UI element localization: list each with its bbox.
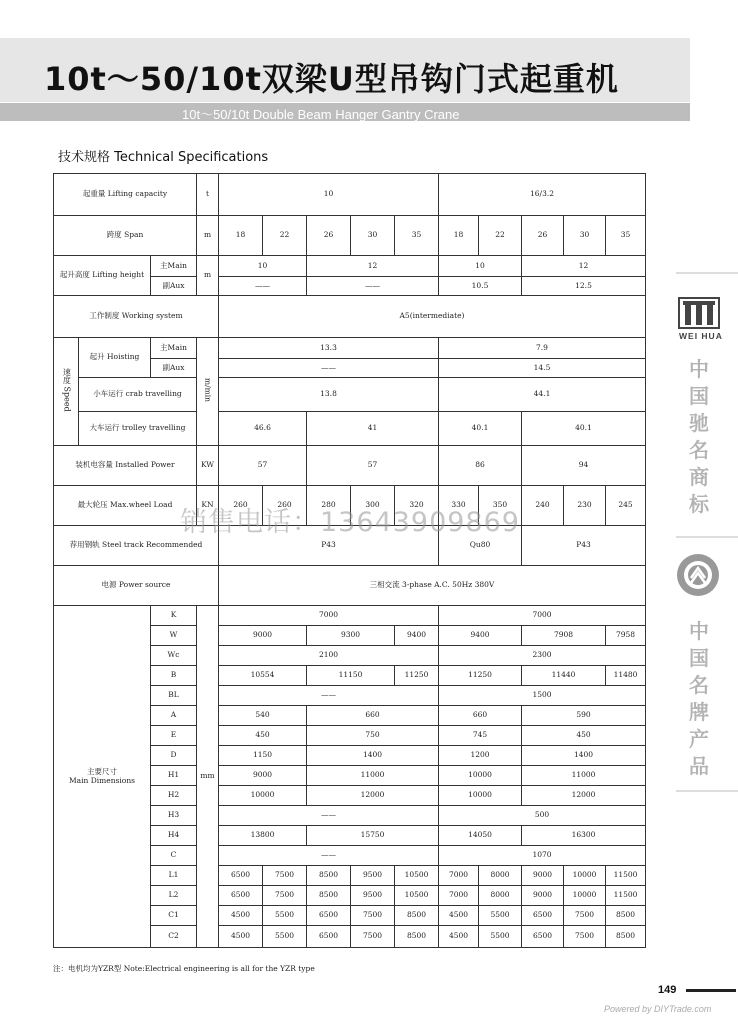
- dim-key: L1: [151, 866, 197, 886]
- logo-text: WEI HUA: [679, 331, 723, 341]
- value-cell: 10000: [564, 866, 606, 886]
- value-cell: ——: [219, 277, 307, 296]
- footnote: 注：电机均为YZR型 Note:Electrical engineering is all for the YZR type: [53, 964, 315, 973]
- value-cell: 9300: [307, 626, 395, 646]
- value-cell: 7500: [351, 926, 395, 948]
- value-cell: 10554: [219, 666, 307, 686]
- sub-label: 大车运行 trolley travelling: [79, 412, 197, 446]
- dim-key: H3: [151, 806, 197, 826]
- value-cell: 8500: [307, 886, 351, 906]
- dim-key: C: [151, 846, 197, 866]
- value-cell: 7500: [263, 886, 307, 906]
- value-cell: 9000: [219, 766, 307, 786]
- sub-label: 主Main: [151, 256, 197, 277]
- value-cell: 1400: [522, 746, 646, 766]
- value-cell: 10000: [439, 766, 522, 786]
- value-cell: 4500: [439, 906, 479, 926]
- row-power-source: [54, 566, 646, 606]
- value-cell: 330: [439, 486, 479, 526]
- value-cell: 9000: [219, 626, 307, 646]
- value-cell: 4500: [219, 926, 263, 948]
- value-cell: 240: [522, 486, 564, 526]
- dim-key: E: [151, 726, 197, 746]
- page-title: 10t～50/10t双梁U型吊钩门式起重机: [44, 60, 619, 98]
- value-cell: A5(intermediate): [219, 296, 646, 338]
- value-cell: 2100: [219, 646, 439, 666]
- value-cell: 8000: [479, 866, 522, 886]
- value-cell: 9400: [439, 626, 522, 646]
- unit-cell: m: [197, 216, 219, 256]
- value-cell: 22: [263, 216, 307, 256]
- row-label: 电源 Power source: [54, 566, 219, 606]
- value-cell: P43: [219, 526, 439, 566]
- sidebar-divider: [676, 272, 738, 274]
- value-cell: P43: [522, 526, 646, 566]
- value-cell: 10500: [395, 866, 439, 886]
- page-number: 149: [658, 984, 677, 996]
- value-cell: 4500: [439, 926, 479, 948]
- phone-watermark: 销售电话：13643909869: [180, 507, 520, 538]
- powered-by: Powered by DIYTrade.com: [604, 1004, 712, 1014]
- value-cell: 230: [564, 486, 606, 526]
- value-cell: 450: [219, 726, 307, 746]
- value-cell: 10000: [219, 786, 307, 806]
- page-subtitle: 10t～50/10t Double Beam Hanger Gantry Crane: [182, 107, 460, 122]
- value-cell: 5500: [479, 906, 522, 926]
- value-cell: 8500: [606, 926, 646, 948]
- value-cell: 5500: [263, 926, 307, 948]
- value-cell: 44.1: [439, 378, 646, 412]
- value-cell: 18: [219, 216, 263, 256]
- value-cell: 86: [439, 446, 522, 486]
- value-cell: 7000: [439, 886, 479, 906]
- value-cell: ——: [219, 686, 439, 706]
- row-speed-trolley: [54, 412, 646, 446]
- dim-key: C1: [151, 906, 197, 926]
- value-cell: 9500: [351, 866, 395, 886]
- dim-key: H4: [151, 826, 197, 846]
- value-cell: 320: [395, 486, 439, 526]
- value-cell: 7000: [439, 866, 479, 886]
- value-cell: 350: [479, 486, 522, 526]
- weihua-logo-icon: [678, 297, 720, 329]
- value-cell: 13800: [219, 826, 307, 846]
- dim-key: K: [151, 606, 197, 626]
- value-cell: 1500: [439, 686, 646, 706]
- value-cell: 16300: [522, 826, 646, 846]
- sub-label: 起升 Hoisting: [79, 338, 151, 378]
- value-cell: 7500: [564, 926, 606, 948]
- value-cell: 7500: [564, 906, 606, 926]
- value-cell: 450: [522, 726, 646, 746]
- value-cell: 540: [219, 706, 307, 726]
- value-cell: 12: [522, 256, 646, 277]
- value-cell: 8500: [307, 866, 351, 886]
- value-cell: 590: [522, 706, 646, 726]
- row-dim-k: [54, 606, 646, 626]
- value-cell: 745: [439, 726, 522, 746]
- value-cell: 40.1: [522, 412, 646, 446]
- value-cell: 13.3: [219, 338, 439, 359]
- value-cell: 6500: [307, 926, 351, 948]
- row-label: 起重量 Lifting capacity: [54, 174, 197, 216]
- value-cell: 1200: [439, 746, 522, 766]
- value-cell: 12000: [307, 786, 439, 806]
- value-cell: 8500: [395, 926, 439, 948]
- dimensions-label: [54, 606, 151, 948]
- speed-unit-text: m/min: [203, 378, 213, 403]
- value-cell: 10: [439, 256, 522, 277]
- value-cell: 8500: [606, 906, 646, 926]
- value-cell: 40.1: [439, 412, 522, 446]
- value-cell: 22: [479, 216, 522, 256]
- value-cell: 30: [564, 216, 606, 256]
- value-cell: 11000: [522, 766, 646, 786]
- value-cell: 4500: [219, 906, 263, 926]
- row-label: 跨度 Span: [54, 216, 197, 256]
- value-cell: 7000: [439, 606, 646, 626]
- row-label: 荐用钢轨 Steel track Recommended: [54, 526, 219, 566]
- value-cell: 26: [307, 216, 351, 256]
- value-cell: 7500: [351, 906, 395, 926]
- value-cell: 1070: [439, 846, 646, 866]
- value-cell: 6500: [307, 906, 351, 926]
- row-lifting-capacity: [54, 174, 646, 216]
- value-cell: 11250: [439, 666, 522, 686]
- dimensions-label-en: Main Dimensions: [69, 775, 135, 785]
- value-cell: 12000: [522, 786, 646, 806]
- value-cell: 7958: [606, 626, 646, 646]
- value-cell: ——: [219, 846, 439, 866]
- value-cell: 12.5: [522, 277, 646, 296]
- value-cell: 10000: [564, 886, 606, 906]
- sub-label: 副Aux: [151, 277, 197, 296]
- unit-cell: m: [197, 256, 219, 296]
- value-cell: 7500: [263, 866, 307, 886]
- dim-key: H2: [151, 786, 197, 806]
- value-cell: 260: [263, 486, 307, 526]
- value-cell: 26: [522, 216, 564, 256]
- unit-cell: t: [197, 174, 219, 216]
- unit-cell: KN: [197, 486, 219, 526]
- value-cell: 11250: [395, 666, 439, 686]
- value-cell: 7000: [219, 606, 439, 626]
- dim-key: BL: [151, 686, 197, 706]
- row-speed-hoisting-main: [54, 338, 646, 359]
- sidebar-text-famous-trademark: 中国驰名商标: [689, 357, 709, 516]
- row-working-system: [54, 296, 646, 338]
- dim-key: L2: [151, 886, 197, 906]
- value-cell: 11480: [606, 666, 646, 686]
- value-cell: 6500: [219, 886, 263, 906]
- value-cell: 30: [351, 216, 395, 256]
- value-cell: 94: [522, 446, 646, 486]
- value-cell: 11500: [606, 866, 646, 886]
- dim-key: B: [151, 666, 197, 686]
- dim-key: C2: [151, 926, 197, 948]
- value-cell: 5500: [479, 926, 522, 948]
- value-cell: ——: [219, 359, 439, 378]
- value-cell: 9400: [395, 626, 439, 646]
- value-cell: 8000: [479, 886, 522, 906]
- unit-cell: [197, 338, 219, 446]
- value-cell: 10: [219, 174, 439, 216]
- value-cell: 14.5: [439, 359, 646, 378]
- dim-key: H1: [151, 766, 197, 786]
- dim-key: A: [151, 706, 197, 726]
- sidebar-divider: [676, 536, 738, 538]
- value-cell: 9000: [522, 886, 564, 906]
- value-cell: 2300: [439, 646, 646, 666]
- value-cell: 6500: [219, 866, 263, 886]
- value-cell: 1150: [219, 746, 307, 766]
- value-cell: 10: [219, 256, 307, 277]
- value-cell: 8500: [395, 906, 439, 926]
- value-cell: 16/3.2: [439, 174, 646, 216]
- value-cell: 11150: [307, 666, 395, 686]
- row-label: 起升高度 Lifting height: [54, 256, 151, 296]
- dim-key: W: [151, 626, 197, 646]
- value-cell: 10500: [395, 886, 439, 906]
- value-cell: 13.8: [219, 378, 439, 412]
- value-cell: 280: [307, 486, 351, 526]
- sidebar-divider: [676, 790, 738, 792]
- sub-label: 副Aux: [151, 359, 197, 378]
- value-cell: 12: [307, 256, 439, 277]
- value-cell: 35: [395, 216, 439, 256]
- value-cell: 11500: [606, 886, 646, 906]
- value-cell: 7.9: [439, 338, 646, 359]
- value-cell: 57: [219, 446, 307, 486]
- row-lifting-height-main: [54, 256, 646, 277]
- value-cell: 5500: [263, 906, 307, 926]
- value-cell: 750: [307, 726, 439, 746]
- sub-label: 小车运行 crab travelling: [79, 378, 197, 412]
- value-cell: 57: [307, 446, 439, 486]
- row-label: 工作制度 Working system: [54, 296, 219, 338]
- dimensions-label-cn: 主要尺寸: [87, 767, 117, 777]
- value-cell: 6500: [522, 926, 564, 948]
- page-number-bar: [686, 989, 736, 992]
- value-cell: 11000: [307, 766, 439, 786]
- value-cell: 500: [439, 806, 646, 826]
- value-cell: ——: [219, 806, 439, 826]
- value-cell: 三相交流 3-phase A.C. 50Hz 380V: [219, 566, 646, 606]
- row-span: [54, 216, 646, 256]
- unit-cell: KW: [197, 446, 219, 486]
- value-cell: Qu80: [439, 526, 522, 566]
- value-cell: 18: [439, 216, 479, 256]
- sidebar-text-famous-brand: 中国名牌产品: [689, 619, 709, 778]
- row-speed-crab: [54, 378, 646, 412]
- unit-cell: mm: [197, 606, 219, 948]
- value-cell: 7908: [522, 626, 606, 646]
- value-cell: 260: [219, 486, 263, 526]
- value-cell: 660: [439, 706, 522, 726]
- row-label: 最大轮压 Max.wheel Load: [54, 486, 197, 526]
- speed-label-text: 速度 Speed: [62, 368, 72, 412]
- speed-group-label: [54, 338, 79, 446]
- value-cell: 300: [351, 486, 395, 526]
- dim-key: D: [151, 746, 197, 766]
- dim-key: Wc: [151, 646, 197, 666]
- value-cell: 41: [307, 412, 439, 446]
- value-cell: 15750: [307, 826, 439, 846]
- brand-seal-icon: [675, 552, 721, 598]
- value-cell: 46.6: [219, 412, 307, 446]
- sub-label: 主Main: [151, 338, 197, 359]
- value-cell: 35: [606, 216, 646, 256]
- value-cell: 10000: [439, 786, 522, 806]
- value-cell: 245: [606, 486, 646, 526]
- value-cell: 10.5: [439, 277, 522, 296]
- value-cell: 1400: [307, 746, 439, 766]
- value-cell: 9000: [522, 866, 564, 886]
- row-label: 装机电容量 Installed Power: [54, 446, 197, 486]
- value-cell: 9500: [351, 886, 395, 906]
- value-cell: ——: [307, 277, 439, 296]
- value-cell: 11440: [522, 666, 606, 686]
- section-heading: 技术规格 Technical Specifications: [58, 150, 269, 165]
- value-cell: 14050: [439, 826, 522, 846]
- value-cell: 6500: [522, 906, 564, 926]
- value-cell: 660: [307, 706, 439, 726]
- row-installed-power: [54, 446, 646, 486]
- spec-table: [53, 173, 646, 948]
